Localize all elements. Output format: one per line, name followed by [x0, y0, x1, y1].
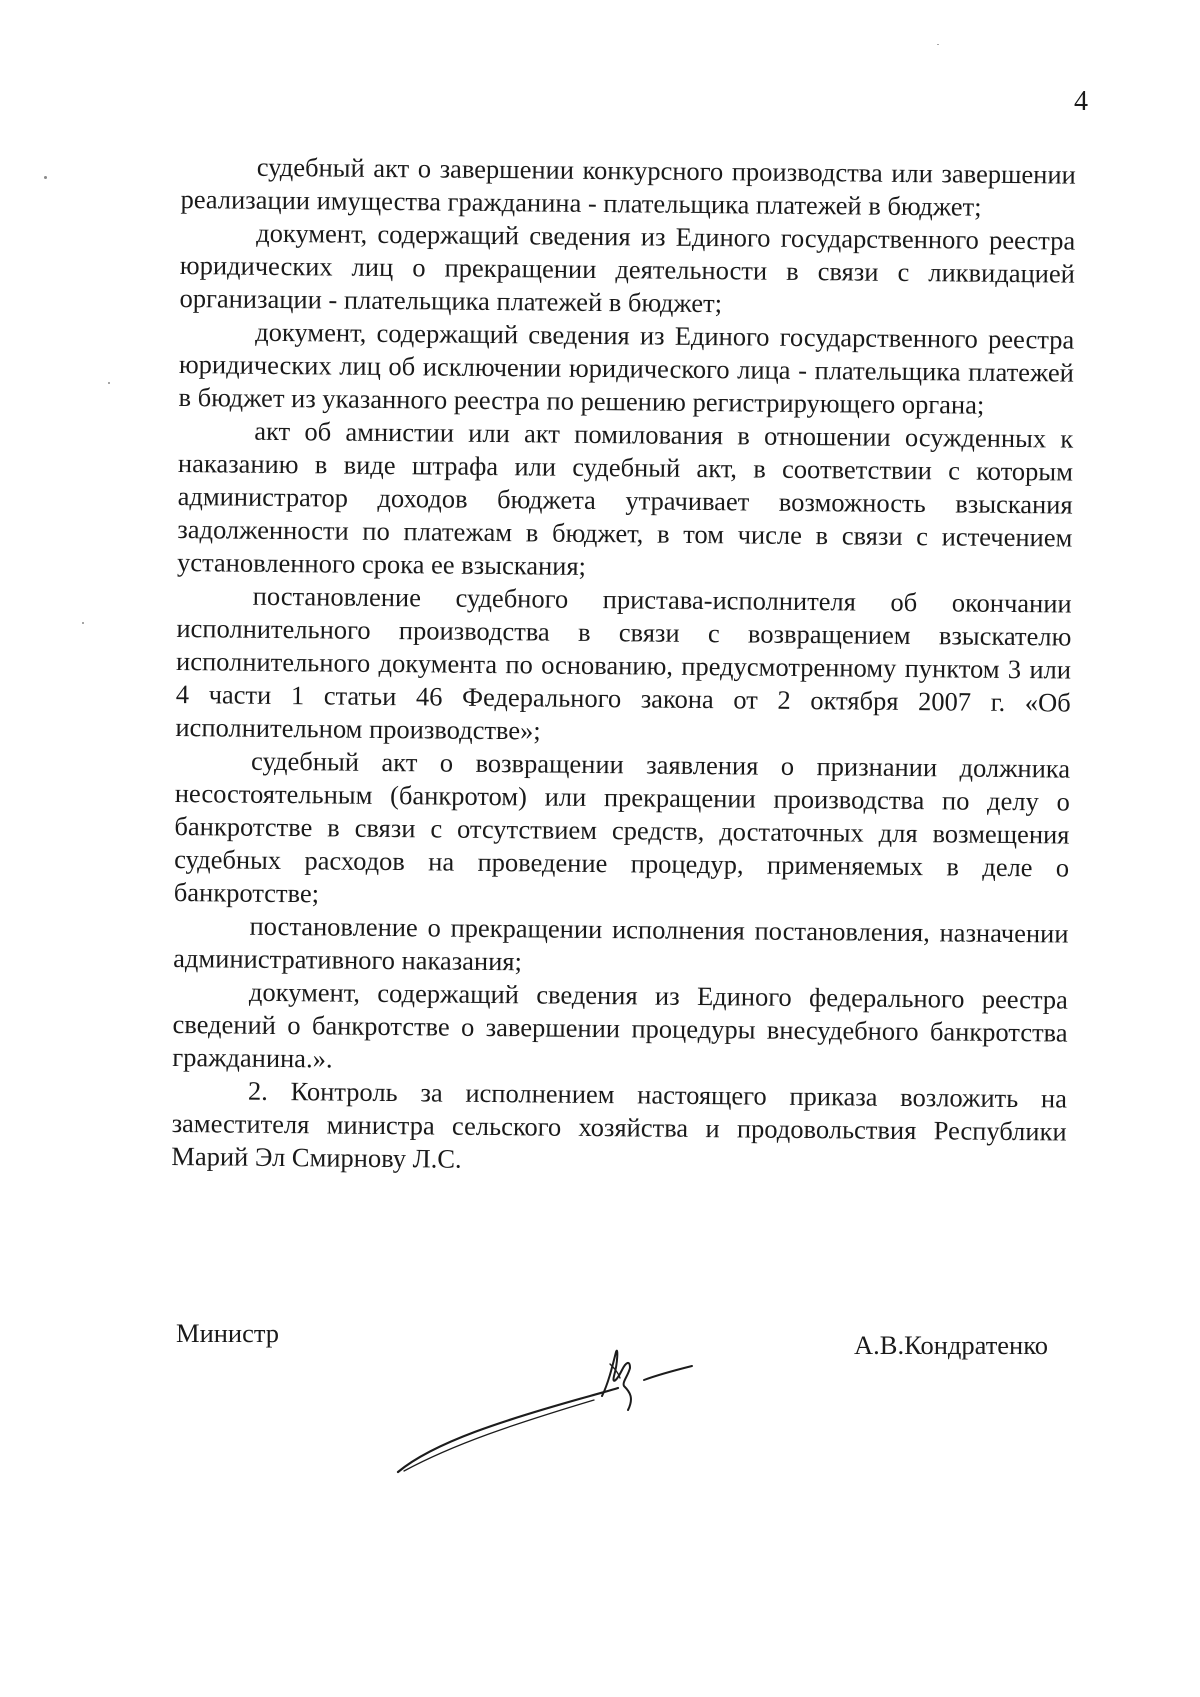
list-item-paragraph: документ, содержащий сведения из Единого государственного реестра юридических лиц об исключении юридического лица - плательщика платежей в бюджет из указанного реестра по решению регистрирующего органа;	[178, 316, 1075, 420]
page-number: 4	[1074, 86, 1088, 117]
list-item-paragraph: акт об амнистии или акт помилования в отношении осужденных к наказанию в виде штрафа или судебный акт, в соответствии с которым администратор доходов бюджета утрачивает возможность взыскания задолженности по платежам в бюджет, в том числе в связи с истечением установленного срока ее взыскания;	[176, 415, 1074, 581]
scan-speck	[82, 622, 84, 624]
scan-speck	[44, 176, 47, 179]
list-item-paragraph: документ, содержащий сведения из Единого федерального реестра сведений о банкротстве о завершении процедуры внесудебного банкротства гражданина.».	[172, 976, 1069, 1074]
list-item-paragraph: постановление о прекращении исполнения постановления, назначении административного наказания;	[173, 910, 1069, 977]
list-item-paragraph: документ, содержащий сведения из Единого государственного реестра юридических лиц о прекращении деятельности в связи с ликвидацией организации - плательщика платежей в бюджет;	[179, 217, 1076, 319]
signer-name: А.В.Кондратенко	[854, 1330, 1048, 1360]
signer-position: Министр	[176, 1318, 280, 1348]
signature-block	[176, 1318, 1076, 1468]
list-item-paragraph: судебный акт о завершении конкурсного производства или завершении реализации имущества гражданина - плательщика платежей в бюджет;	[180, 151, 1076, 222]
list-item-paragraph: судебный акт о возвращении заявления о признании должника несостоятельным (банкротом) или прекращении производства по делу о банкротстве в связи с отсутствием средств, достаточных для возмещения судебных расходов на проведение процедур, применяемых в деле о банкротстве;	[173, 745, 1071, 909]
list-item-paragraph: постановление судебного пристава-исполнителя об окончании исполнительного производства в связи с возвращением взыскателю исполнительного документа по основанию, предусмотренному пунктом 3 или 4 части 1 статьи 46 Федерального закона от 2 октября 2007 г. «Об исполнительном производстве»;	[175, 580, 1072, 746]
document-body	[171, 150, 1076, 1182]
scan-speck	[937, 44, 939, 45]
control-clause-paragraph: 2. Контроль за исполнением настоящего приказа возложить на заместителя министра сельского хозяйства и продовольствия Республики Марий Эл Смирнову Л.С.	[171, 1075, 1068, 1174]
scan-speck	[108, 382, 110, 384]
handwritten-signature	[394, 1324, 714, 1474]
